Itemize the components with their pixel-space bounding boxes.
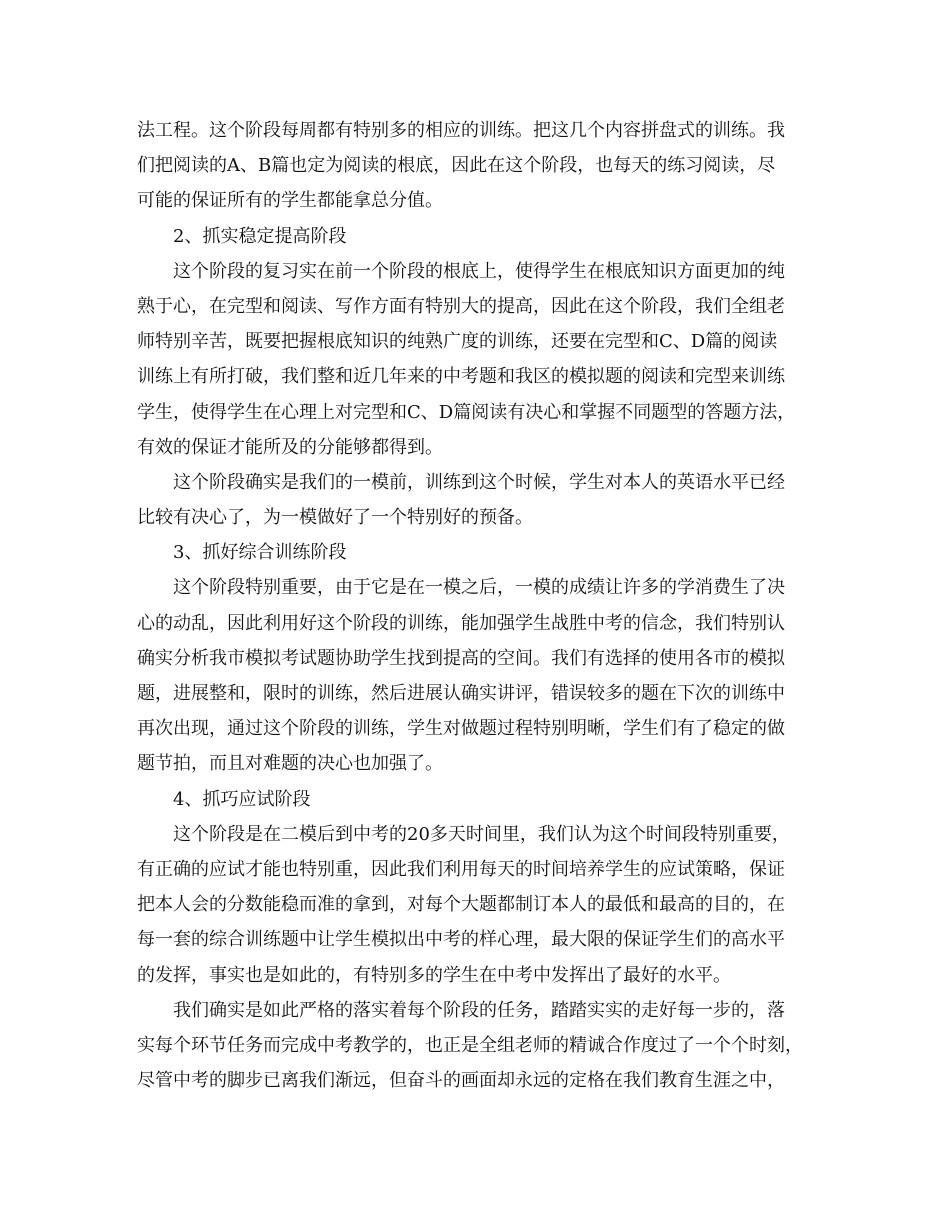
text-line: 比较有决心了，为一模做好了一个特别好的预备。 (137, 507, 533, 529)
text-line: 尽管中考的脚步已离我们渐远，但奋斗的画面却永远的定格在我们教育生涯之中， (137, 1070, 785, 1092)
text-line: 有正确的应试才能也特别重，因此我们利用每天的时间培养学生的应试策略，保证 (137, 858, 785, 880)
text-line: 可能的保证所有的学生都能拿总分值。 (137, 190, 443, 212)
text-line: 心的动乱，因此利用好这个阶段的训练，能加强学生战胜中考的信念，我们特别认 (137, 612, 785, 634)
text-line: 们把阅读的A、B篇也定为阅读的根底，因此在这个阶段，也每天的练习阅读，尽 (137, 155, 776, 177)
text-line: 法工程。这个阶段每周都有特别多的相应的训练。把这几个内容拼盘式的训练。我 (137, 120, 785, 141)
text-line: 确实分析我市模拟考试题协助学生找到提高的空间。我们有选择的使用各市的模拟 (137, 647, 785, 669)
text-line: 这个阶段是在二模后到中考的20多天时间里，我们认为这个时间段特别重要， (173, 823, 790, 845)
text-line: 我们确实是如此严格的落实着每个阶段的任务，踏踏实实的走好每一步的，落 (173, 999, 785, 1021)
text-line: 的发挥，事实也是如此的，有特别多的学生在中考中发挥出了最好的水平。 (137, 964, 731, 986)
text-line: 熟于心，在完型和阅读、写作方面有特别大的提高，因此在这个阶段，我们全组老 (137, 295, 785, 317)
document-body (137, 113, 821, 1098)
text-line: 师特别辛苦，既要把握根底知识的纯熟广度的训练，还要在完型和C、D篇的阅读 (137, 331, 778, 353)
text-line: 实每个环节任务而完成中考教学的，也正是全组老师的精诚合作度过了一个个时刻， (137, 1034, 803, 1056)
text-line: 这个阶段特别重要，由于它是在一模之后，一模的成绩让许多的学消费生了决 (173, 577, 785, 599)
section-heading: 3、抓好综合训练阶段 (173, 542, 347, 564)
text-line: 这个阶段的复习实在前一个阶段的根底上，使得学生在根底知识方面更加的纯 (173, 260, 785, 282)
section-heading: 4、抓巧应试阶段 (173, 788, 311, 810)
text-line: 有效的保证才能所及的分能够都得到。 (137, 436, 443, 458)
section-heading: 2、抓实稳定提高阶段 (173, 225, 347, 247)
text-line: 再次出现，通过这个阶段的训练，学生对做题过程特别明晰，学生们有了稳定的做 (137, 718, 785, 740)
text-line: 训练上有所打破，我们整和近几年来的中考题和我区的模拟题的阅读和完型来训练 (137, 366, 785, 388)
text-line: 把本人会的分数能稳而准的拿到，对每个大题都制订本人的最低和最高的目的，在 (137, 894, 785, 916)
text-line: 题节拍，而且对难题的决心也加强了。 (137, 753, 443, 775)
text-line: 题，进展整和，限时的训练，然后进展认确实讲评，错误较多的题在下次的训练中 (137, 683, 785, 704)
text-line: 这个阶段确实是我们的一模前，训练到这个时候，学生对本人的英语水平已经 (173, 471, 785, 493)
text-line: 每一套的综合训练题中让学生模拟出中考的样心理，最大限的保证学生们的高水平 (137, 929, 785, 951)
text-line: 学生，使得学生在心理上对完型和C、D篇阅读有决心和掌握不同题型的答题方法， (137, 401, 796, 423)
